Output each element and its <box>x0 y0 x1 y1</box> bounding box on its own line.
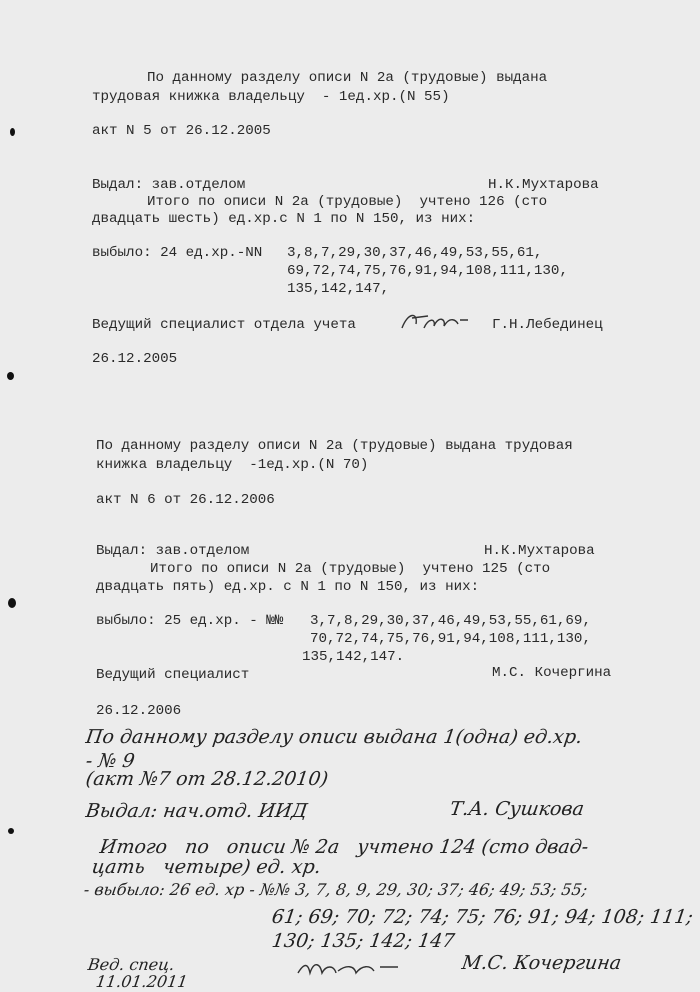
record1-date: 26.12.2005 <box>92 351 178 367</box>
record1-specialist-label: Ведущий специалист отдела учета <box>92 317 356 333</box>
handwritten-line4: Выдал: нач.отд. ИИД <box>84 800 309 822</box>
record2-dropped-label: выбыло: 25 ед.хр. - №№ <box>96 613 284 629</box>
record1-specialist-name: Г.Н.Лебединец <box>492 317 603 333</box>
record2-date: 26.12.2006 <box>96 703 182 719</box>
record1-total-line1: Итого по описи N 2а (трудовые) учтено 126 (сто <box>147 194 548 210</box>
record1-issued-label: Выдал: зав.отделом <box>92 177 246 193</box>
record1-issued-name: Н.К.Мухтарова <box>488 177 599 193</box>
handwritten-footer-label: Вед. спец. <box>86 955 176 974</box>
hole-punch-mark <box>8 598 16 608</box>
record1-dropped-line1: 3,8,7,29,30,37,46,49,53,55,61, <box>287 245 543 261</box>
handwritten-line2: - № 9 <box>84 750 137 772</box>
record2-paragraph-line2: книжка владельцу -1ед.хр.(N 70) <box>96 457 369 473</box>
record2-act: акт N 6 от 26.12.2006 <box>96 492 275 508</box>
record2-issued-name: Н.К.Мухтарова <box>484 543 595 559</box>
record2-total-line1: Итого по описи N 2а (трудовые) учтено 125 (сто <box>150 561 551 577</box>
record2-issued-label: Выдал: зав.отделом <box>96 543 250 559</box>
handwritten-line7: - выбыло: 26 ед. хр - №№ 3, 7, 8, 9, 29, 30; 37; 46; 49; 53; 55; <box>82 880 589 899</box>
record2-total-line2: двадцать пять) ед.хр. с N 1 по N 150, из них: <box>96 579 480 595</box>
record1-dropped-line2: 69,72,74,75,76,91,94,108,111,130, <box>287 263 568 279</box>
record1-total-line2: двадцать шесть) ед.хр.с N 1 по N 150, из них: <box>92 211 476 227</box>
handwritten-signature <box>294 955 404 983</box>
handwritten-line3: (акт №7 от 28.12.2010) <box>84 768 330 790</box>
hole-punch-mark <box>7 372 14 380</box>
handwritten-line4-name: Т.А. Сушкова <box>448 798 586 820</box>
handwritten-line8: 61; 69; 70; 72; 74; 75; 76; 91; 94; 108; 111; <box>270 906 695 928</box>
hole-punch-mark <box>10 128 15 136</box>
handwritten-footer-date: 11.01.2011 <box>94 972 189 991</box>
handwritten-line9: 130; 135; 142; 147 <box>270 930 456 952</box>
record1-dropped-line3: 135,142,147, <box>287 281 390 297</box>
hole-punch-mark <box>8 828 14 834</box>
record2-specialist-label: Ведущий специалист <box>96 667 250 683</box>
record1-signature <box>398 308 472 336</box>
record1-dropped-label: выбыло: 24 ед.хр.-NN <box>92 245 263 261</box>
handwritten-footer-name: М.С. Кочергина <box>460 952 623 974</box>
handwritten-line1: По данному разделу описи выдана 1(одна) ед.хр. <box>84 726 584 748</box>
handwritten-line6: цать четыре) ед. хр. <box>90 856 323 878</box>
record2-paragraph-line1: По данному разделу описи N 2а (трудовые) выдана трудовая <box>96 438 573 454</box>
record1-act: акт N 5 от 26.12.2005 <box>92 123 271 139</box>
record2-dropped-line2: 70,72,74,75,76,91,94,108,111,130, <box>310 631 591 647</box>
record2-specialist-name: М.С. Кочергина <box>492 665 612 681</box>
record2-dropped-line3: 135,142,147. <box>302 649 405 665</box>
handwritten-line5: Итого по описи № 2а учтено 124 (сто двад- <box>98 836 590 858</box>
record2-dropped-line1: 3,7,8,29,30,37,46,49,53,55,61,69, <box>310 613 591 629</box>
record1-paragraph-line2: трудовая книжка владельцу - 1ед.хр.(N 55) <box>92 89 450 105</box>
record1-paragraph-line1: По данному разделу описи N 2а (трудовые) выдана <box>147 70 548 86</box>
